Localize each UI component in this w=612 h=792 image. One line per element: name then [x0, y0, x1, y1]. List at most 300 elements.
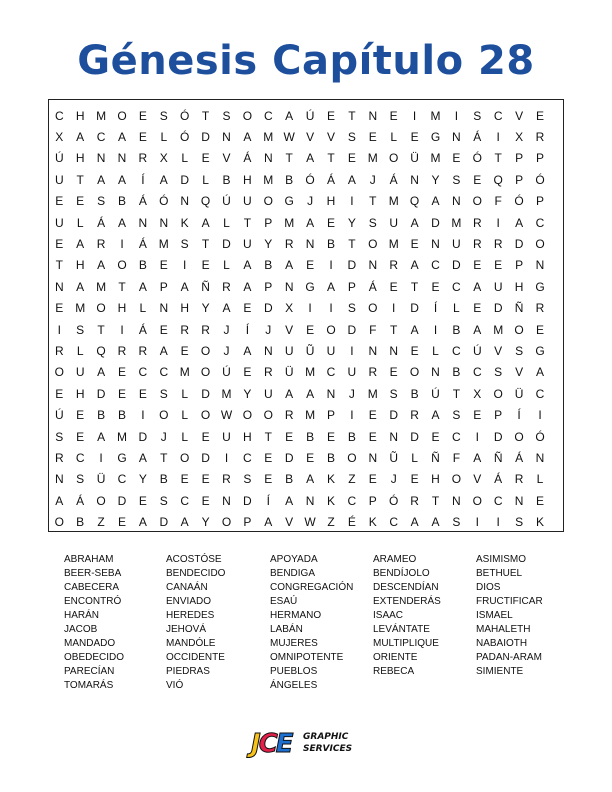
grid-letter[interactable]: Y [347, 215, 356, 230]
grid-letter[interactable]: B [117, 408, 126, 423]
grid-letter[interactable]: A [473, 450, 482, 465]
grid-letter[interactable]: N [368, 108, 378, 123]
grid-letter[interactable]: S [97, 194, 106, 209]
grid-letter[interactable]: C [54, 108, 64, 123]
grid-letter[interactable]: E [368, 129, 377, 144]
grid-letter[interactable]: O [242, 108, 253, 123]
grid-letter[interactable]: Ó [159, 194, 169, 209]
grid-letter[interactable]: D [201, 129, 210, 144]
grid-letter[interactable]: E [368, 472, 377, 487]
grid-letter[interactable]: I [329, 301, 333, 316]
grid-letter[interactable]: U [452, 236, 461, 251]
grid-letter[interactable]: T [494, 151, 502, 166]
grid-letter[interactable]: A [306, 151, 315, 166]
grid-letter[interactable]: L [139, 301, 147, 316]
grid-letter[interactable]: E [410, 343, 419, 358]
grid-letter[interactable]: R [284, 408, 294, 423]
grid-letter[interactable]: W [220, 408, 233, 423]
grid-letter[interactable]: P [326, 408, 335, 423]
grid-letter[interactable]: A [264, 515, 273, 530]
grid-letter[interactable]: O [389, 151, 399, 166]
grid-letter[interactable]: H [243, 429, 252, 444]
grid-letter[interactable]: E [55, 236, 64, 251]
grid-letter[interactable]: B [117, 194, 126, 209]
grid-letter[interactable]: I [99, 450, 103, 465]
grid-letter[interactable]: H [75, 386, 85, 401]
grid-letter[interactable]: N [452, 129, 461, 144]
grid-letter[interactable]: Ú [431, 386, 440, 401]
grid-letter[interactable]: Ó [305, 172, 315, 187]
grid-letter[interactable]: Q [96, 343, 106, 358]
grid-letter[interactable]: A [410, 258, 419, 273]
grid-letter[interactable]: X [55, 129, 64, 144]
grid-letter[interactable]: Z [97, 515, 105, 530]
grid-letter[interactable]: R [54, 343, 64, 358]
grid-letter[interactable]: N [514, 493, 524, 508]
grid-letter[interactable]: A [159, 343, 168, 358]
grid-letter[interactable]: N [452, 194, 461, 209]
grid-letter[interactable]: P [515, 151, 524, 166]
grid-letter[interactable]: E [138, 386, 147, 401]
grid-letter[interactable]: L [181, 386, 189, 401]
grid-letter[interactable]: X [515, 129, 524, 144]
grid-letter[interactable]: E [117, 515, 126, 530]
grid-letter[interactable]: B [326, 236, 335, 251]
grid-letter[interactable]: L [411, 450, 418, 465]
grid-letter[interactable]: N [180, 194, 190, 209]
grid-letter[interactable]: D [493, 301, 503, 316]
grid-letter[interactable]: U [493, 279, 503, 294]
grid-letter[interactable]: A [117, 129, 126, 144]
grid-letter[interactable]: N [222, 129, 231, 144]
grid-letter[interactable]: E [326, 215, 335, 230]
grid-letter[interactable]: D [117, 493, 127, 508]
grid-letter[interactable]: B [326, 450, 335, 465]
grid-letter[interactable]: E [452, 151, 461, 166]
grid-letter[interactable]: S [452, 515, 461, 530]
grid-letter[interactable]: L [76, 343, 84, 358]
grid-letter[interactable]: A [76, 236, 85, 251]
grid-letter[interactable]: O [451, 472, 462, 487]
grid-letter[interactable]: Z [327, 515, 335, 530]
grid-letter[interactable]: H [326, 194, 336, 209]
grid-letter[interactable]: A [159, 172, 168, 187]
grid-letter[interactable]: R [368, 365, 378, 380]
grid-letter[interactable]: M [305, 408, 316, 423]
grid-letter[interactable]: Í [433, 301, 438, 316]
grid-letter[interactable]: O [263, 408, 273, 423]
grid-letter[interactable]: Z [348, 472, 356, 487]
grid-letter[interactable]: E [201, 493, 210, 508]
grid-letter[interactable]: J [160, 429, 167, 444]
grid-letter[interactable]: N [535, 258, 545, 273]
grid-letter[interactable]: E [326, 429, 335, 444]
grid-letter[interactable]: A [243, 343, 252, 358]
grid-letter[interactable]: E [264, 450, 273, 465]
grid-letter[interactable]: E [55, 386, 64, 401]
grid-letter[interactable]: N [389, 429, 399, 444]
grid-letter[interactable]: S [515, 343, 524, 358]
grid-letter[interactable]: B [306, 429, 315, 444]
grid-letter[interactable]: V [494, 343, 503, 358]
grid-letter[interactable]: A [285, 386, 294, 401]
grid-letter[interactable]: A [222, 301, 231, 316]
grid-letter[interactable]: G [535, 343, 545, 358]
grid-letter[interactable]: S [347, 301, 356, 316]
grid-letter[interactable]: E [180, 343, 189, 358]
grid-letter[interactable]: G [305, 279, 315, 294]
grid-letter[interactable]: G [284, 194, 294, 209]
grid-letter[interactable]: É [347, 515, 356, 530]
grid-letter[interactable]: O [263, 194, 273, 209]
grid-letter[interactable]: N [159, 301, 169, 316]
grid-letter[interactable]: O [535, 236, 545, 251]
grid-letter[interactable]: Á [389, 172, 398, 187]
grid-letter[interactable]: R [180, 322, 190, 337]
grid-letter[interactable]: A [180, 515, 189, 530]
grid-letter[interactable]: P [264, 279, 273, 294]
grid-letter[interactable]: M [263, 172, 274, 187]
grid-letter[interactable]: A [410, 515, 419, 530]
grid-letter[interactable]: N [117, 151, 127, 166]
grid-letter[interactable]: Ú [54, 408, 64, 423]
grid-letter[interactable]: A [97, 429, 106, 444]
grid-letter[interactable]: B [159, 472, 168, 487]
grid-letter[interactable]: I [392, 301, 396, 316]
grid-letter[interactable]: M [96, 108, 107, 123]
grid-letter[interactable]: E [431, 279, 440, 294]
grid-letter[interactable]: E [76, 194, 85, 209]
grid-letter[interactable]: Á [515, 450, 524, 465]
grid-letter[interactable]: A [117, 172, 126, 187]
grid-letter[interactable]: Ñ [201, 279, 210, 294]
grid-letter[interactable]: N [138, 215, 148, 230]
grid-letter[interactable]: E [347, 151, 356, 166]
grid-letter[interactable]: D [431, 215, 440, 230]
grid-letter[interactable]: V [306, 129, 315, 144]
grid-letter[interactable]: S [389, 386, 398, 401]
grid-letter[interactable]: L [76, 215, 84, 230]
grid-letter[interactable]: E [535, 322, 544, 337]
grid-letter[interactable]: A [306, 472, 315, 487]
grid-letter[interactable]: N [54, 472, 64, 487]
grid-letter[interactable]: H [75, 151, 85, 166]
grid-letter[interactable]: L [536, 472, 544, 487]
grid-letter[interactable]: C [243, 450, 252, 465]
grid-letter[interactable]: Ú [54, 151, 64, 166]
grid-letter[interactable]: M [493, 322, 504, 337]
grid-letter[interactable]: V [473, 472, 482, 487]
grid-letter[interactable]: J [369, 172, 376, 187]
grid-letter[interactable]: T [118, 279, 126, 294]
grid-letter[interactable]: Á [326, 172, 335, 187]
grid-letter[interactable]: Ñ [431, 450, 440, 465]
grid-letter[interactable]: E [473, 258, 482, 273]
grid-letter[interactable]: E [410, 129, 419, 144]
grid-letter[interactable]: C [535, 215, 545, 230]
grid-letter[interactable]: N [431, 236, 440, 251]
grid-letter[interactable]: O [200, 408, 211, 423]
grid-letter[interactable]: A [473, 322, 482, 337]
grid-letter[interactable]: I [496, 515, 500, 530]
grid-letter[interactable]: N [368, 450, 378, 465]
grid-letter[interactable]: T [243, 215, 252, 230]
grid-letter[interactable]: Ó [535, 172, 545, 187]
grid-letter[interactable]: M [96, 279, 107, 294]
grid-letter[interactable]: I [496, 129, 500, 144]
grid-letter[interactable]: A [535, 365, 544, 380]
grid-letter[interactable]: M [263, 129, 274, 144]
grid-letter[interactable]: U [243, 236, 252, 251]
grid-letter[interactable]: R [222, 472, 231, 487]
grid-letter[interactable]: C [431, 258, 440, 273]
grid-letter[interactable]: T [327, 151, 335, 166]
grid-letter[interactable]: Q [409, 194, 420, 209]
grid-letter[interactable]: L [181, 408, 189, 423]
grid-letter[interactable]: F [369, 322, 377, 337]
grid-letter[interactable]: A [76, 129, 85, 144]
grid-letter[interactable]: M [451, 215, 462, 230]
grid-letter[interactable]: S [243, 472, 252, 487]
grid-letter[interactable]: E [368, 429, 377, 444]
grid-letter[interactable]: Q [200, 194, 211, 209]
grid-letter[interactable]: I [454, 108, 459, 123]
grid-letter[interactable]: P [515, 172, 524, 187]
grid-letter[interactable]: A [138, 450, 147, 465]
grid-letter[interactable]: N [284, 279, 294, 294]
grid-letter[interactable]: S [76, 322, 85, 337]
grid-letter[interactable]: L [223, 215, 230, 230]
grid-letter[interactable]: P [243, 515, 252, 530]
grid-letter[interactable]: E [306, 258, 315, 273]
grid-letter[interactable]: T [452, 386, 461, 401]
grid-letter[interactable]: B [97, 408, 106, 423]
grid-letter[interactable]: H [243, 172, 252, 187]
grid-letter[interactable]: M [367, 386, 378, 401]
grid-letter[interactable]: T [348, 108, 356, 123]
grid-letter[interactable]: A [306, 215, 315, 230]
grid-letter[interactable]: B [76, 515, 85, 530]
grid-letter[interactable]: D [243, 493, 252, 508]
grid-letter[interactable]: D [389, 408, 399, 423]
grid-letter[interactable]: A [347, 172, 356, 187]
grid-letter[interactable]: D [159, 515, 169, 530]
grid-letter[interactable]: I [120, 322, 124, 337]
grid-letter[interactable]: U [284, 343, 294, 358]
grid-letter[interactable]: E [473, 301, 482, 316]
grid-letter[interactable]: Ó [472, 151, 482, 166]
grid-letter[interactable]: F [494, 194, 502, 209]
grid-letter[interactable]: Y [243, 386, 252, 401]
grid-letter[interactable]: A [76, 279, 85, 294]
grid-letter[interactable]: O [200, 365, 211, 380]
grid-letter[interactable]: G [535, 279, 545, 294]
grid-letter[interactable]: Í [245, 322, 250, 337]
grid-letter[interactable]: N [263, 151, 273, 166]
grid-letter[interactable]: J [307, 194, 314, 209]
grid-letter[interactable]: N [263, 343, 273, 358]
grid-letter[interactable]: A [243, 129, 252, 144]
grid-letter[interactable]: N [159, 215, 169, 230]
grid-letter[interactable]: C [389, 515, 399, 530]
grid-letter[interactable]: E [285, 429, 294, 444]
grid-letter[interactable]: R [222, 279, 231, 294]
grid-letter[interactable]: E [201, 472, 210, 487]
grid-letter[interactable]: A [410, 215, 419, 230]
grid-letter[interactable]: E [117, 386, 126, 401]
grid-letter[interactable]: C [493, 493, 503, 508]
grid-letter[interactable]: U [263, 386, 273, 401]
grid-letter[interactable]: A [285, 493, 294, 508]
grid-letter[interactable]: Á [494, 472, 503, 487]
grid-letter[interactable]: M [179, 365, 190, 380]
grid-letter[interactable]: S [473, 108, 482, 123]
grid-letter[interactable]: D [347, 258, 357, 273]
grid-letter[interactable]: N [305, 493, 315, 508]
grid-letter[interactable]: J [265, 322, 272, 337]
grid-letter[interactable]: N [368, 258, 378, 273]
grid-letter[interactable]: Ñ [493, 450, 503, 465]
grid-letter[interactable]: Ũ [389, 450, 399, 465]
grid-letter[interactable]: C [493, 108, 503, 123]
grid-letter[interactable]: O [200, 343, 211, 358]
grid-letter[interactable]: S [347, 129, 356, 144]
grid-letter[interactable]: I [308, 301, 312, 316]
grid-letter[interactable]: A [243, 279, 252, 294]
grid-letter[interactable]: N [410, 172, 419, 187]
grid-letter[interactable]: Á [243, 151, 252, 166]
grid-letter[interactable]: E [138, 108, 147, 123]
grid-letter[interactable]: L [181, 151, 189, 166]
grid-letter[interactable]: S [55, 429, 64, 444]
grid-letter[interactable]: M [388, 236, 399, 251]
grid-letter[interactable]: C [535, 386, 545, 401]
grid-letter[interactable]: B [452, 365, 461, 380]
grid-letter[interactable]: W [283, 129, 295, 144]
grid-letter[interactable]: D [347, 322, 357, 337]
grid-letter[interactable]: O [514, 322, 524, 337]
grid-letter[interactable]: O [493, 386, 503, 401]
grid-letter[interactable]: N [368, 343, 378, 358]
grid-letter[interactable]: A [138, 279, 147, 294]
grid-letter[interactable]: L [390, 129, 398, 144]
grid-letter[interactable]: I [496, 215, 500, 230]
grid-letter[interactable]: T [410, 279, 419, 294]
grid-letter[interactable]: D [222, 236, 231, 251]
grid-letter[interactable]: D [201, 450, 210, 465]
grid-letter[interactable]: Í [266, 493, 270, 508]
grid-letter[interactable]: A [431, 408, 440, 423]
grid-letter[interactable]: V [285, 515, 294, 530]
grid-letter[interactable]: R [410, 408, 419, 423]
grid-letter[interactable]: O [159, 408, 169, 423]
grid-letter[interactable]: C [347, 493, 357, 508]
grid-letter[interactable]: C [117, 472, 127, 487]
grid-letter[interactable]: I [475, 515, 479, 530]
grid-letter[interactable]: P [494, 408, 503, 423]
grid-letter[interactable]: R [96, 236, 106, 251]
grid-letter[interactable]: C [75, 450, 85, 465]
grid-letter[interactable]: L [453, 301, 460, 316]
grid-letter[interactable]: V [222, 151, 231, 166]
grid-letter[interactable]: A [117, 215, 126, 230]
grid-letter[interactable]: B [285, 172, 294, 187]
grid-letter[interactable]: B [410, 386, 419, 401]
grid-letter[interactable]: C [159, 365, 169, 380]
grid-letter[interactable]: E [138, 129, 147, 144]
grid-letter[interactable]: A [326, 279, 335, 294]
grid-letter[interactable]: D [493, 429, 503, 444]
grid-letter[interactable]: M [158, 236, 169, 251]
grid-letter[interactable]: S [76, 472, 85, 487]
grid-letter[interactable]: Ó [535, 429, 545, 444]
grid-letter[interactable]: R [493, 236, 503, 251]
grid-letter[interactable]: A [180, 279, 189, 294]
grid-letter[interactable]: U [389, 215, 399, 230]
grid-letter[interactable]: A [431, 515, 440, 530]
grid-letter[interactable]: J [390, 472, 397, 487]
grid-letter[interactable]: C [96, 129, 106, 144]
grid-letter[interactable]: Ü [514, 386, 524, 401]
grid-letter[interactable]: D [410, 429, 419, 444]
grid-letter[interactable]: Á [138, 236, 147, 251]
grid-letter[interactable]: R [472, 236, 482, 251]
grid-letter[interactable]: Á [368, 279, 377, 294]
grid-letter[interactable]: I [329, 258, 333, 273]
grid-letter[interactable]: T [76, 172, 84, 187]
grid-letter[interactable]: C [452, 429, 461, 444]
grid-letter[interactable]: D [452, 258, 461, 273]
grid-letter[interactable]: E [473, 172, 482, 187]
grid-letter[interactable]: O [368, 236, 378, 251]
grid-letter[interactable]: C [138, 365, 148, 380]
grid-letter[interactable]: Á [76, 493, 85, 508]
grid-letter[interactable]: E [410, 472, 419, 487]
grid-letter[interactable]: T [285, 151, 293, 166]
grid-letter[interactable]: P [515, 258, 524, 273]
grid-letter[interactable]: C [452, 343, 461, 358]
grid-letter[interactable]: V [285, 322, 294, 337]
grid-letter[interactable]: R [535, 301, 545, 316]
grid-letter[interactable]: I [538, 408, 542, 423]
grid-letter[interactable]: O [472, 194, 482, 209]
grid-letter[interactable]: E [55, 194, 64, 209]
grid-letter[interactable]: T [264, 429, 272, 444]
grid-letter[interactable]: N [96, 151, 106, 166]
grid-letter[interactable]: O [54, 365, 64, 380]
grid-letter[interactable]: E [389, 108, 398, 123]
grid-letter[interactable]: E [55, 301, 64, 316]
grid-letter[interactable]: N [535, 450, 545, 465]
grid-letter[interactable]: Y [431, 172, 440, 187]
grid-letter[interactable]: S [452, 172, 461, 187]
grid-letter[interactable]: O [117, 108, 127, 123]
grid-letter[interactable]: N [389, 343, 399, 358]
grid-letter[interactable]: L [202, 172, 209, 187]
grid-letter[interactable]: T [160, 450, 168, 465]
grid-letter[interactable]: D [138, 429, 148, 444]
grid-letter[interactable]: E [389, 365, 398, 380]
grid-letter[interactable]: L [432, 343, 439, 358]
grid-letter[interactable]: E [201, 429, 210, 444]
grid-letter[interactable]: H [180, 301, 190, 316]
grid-letter[interactable]: I [475, 429, 479, 444]
grid-letter[interactable]: O [221, 515, 232, 530]
grid-letter[interactable]: N [326, 386, 336, 401]
grid-letter[interactable]: Ú [222, 194, 231, 209]
grid-letter[interactable]: S [159, 493, 168, 508]
grid-letter[interactable]: D [201, 386, 210, 401]
